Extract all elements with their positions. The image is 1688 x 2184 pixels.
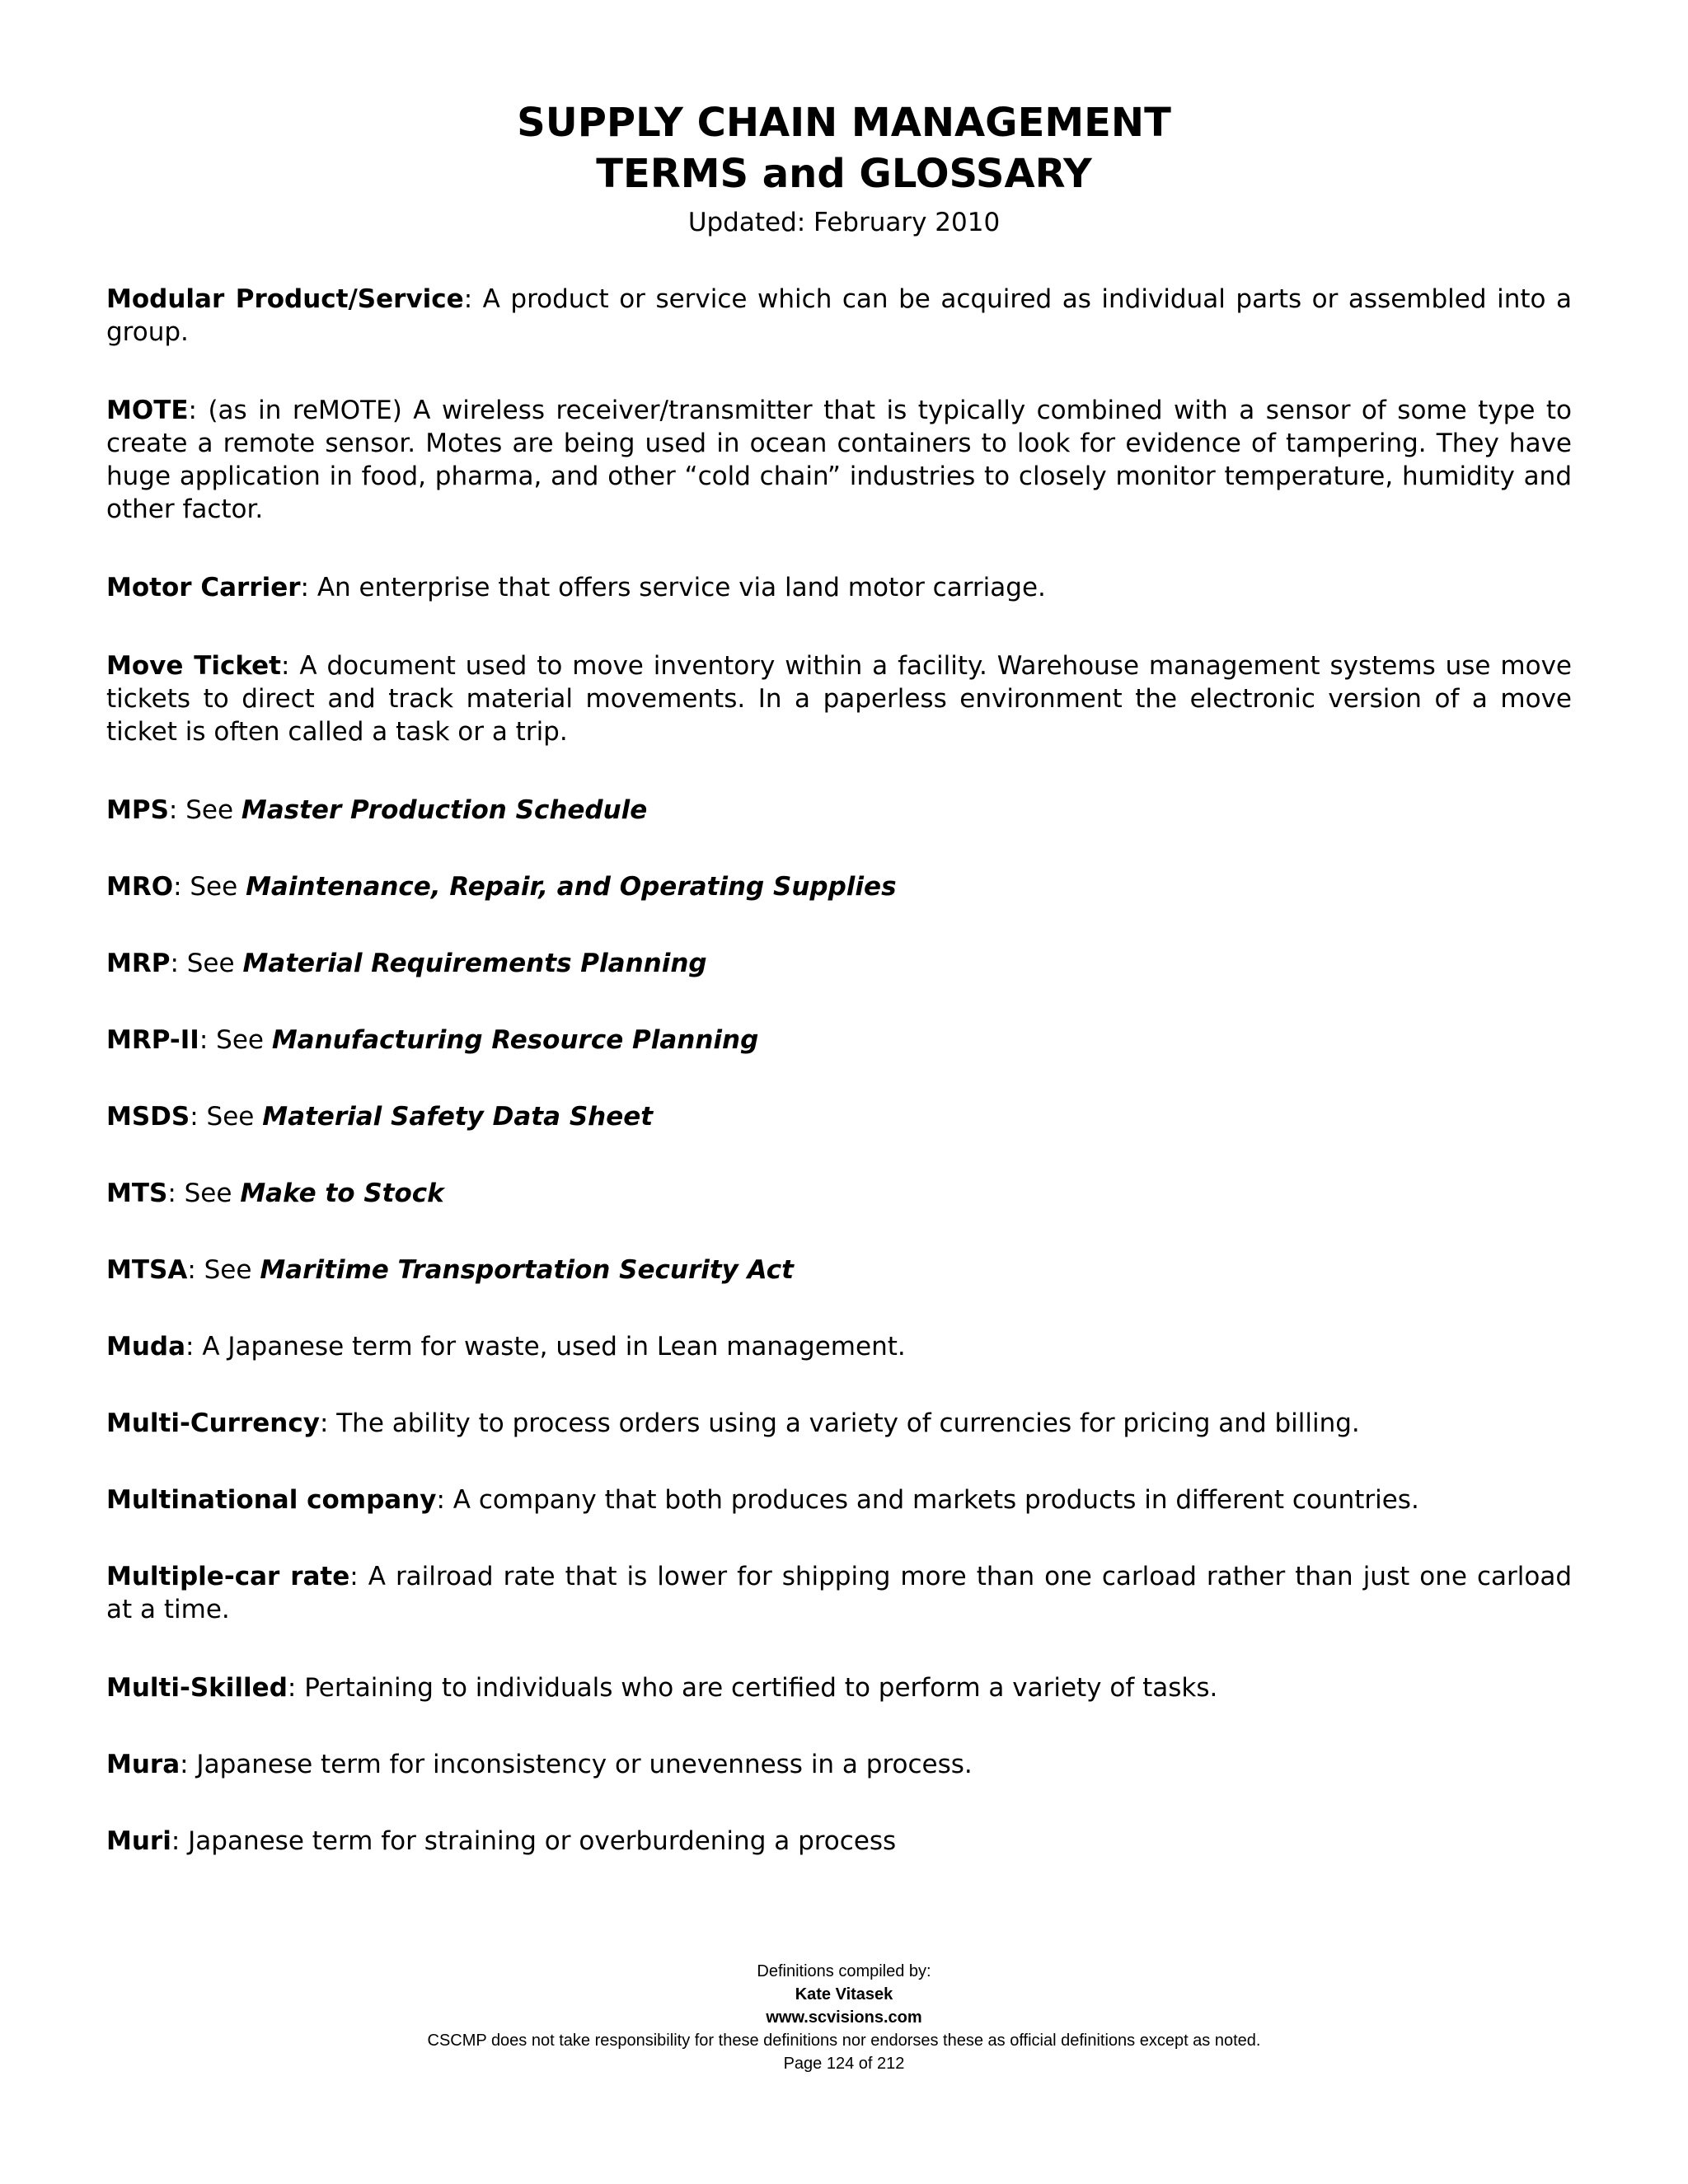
entry-cross-reference: Material Safety Data Sheet bbox=[262, 1102, 654, 1132]
entry-definition: : A company that both produces and markets products in different countries. bbox=[436, 1485, 1419, 1515]
entry-cross-reference: Material Requirements Planning bbox=[242, 949, 707, 978]
entry-term: Muri bbox=[106, 1826, 171, 1856]
entry-cross-reference: Maintenance, Repair, and Operating Supplies bbox=[246, 872, 897, 902]
entry-term: Motor Carrier bbox=[106, 573, 301, 602]
glossary-entry bbox=[106, 1671, 1572, 1704]
glossary-entry bbox=[106, 1483, 1572, 1516]
glossary-entry bbox=[106, 1825, 1572, 1858]
glossary-entries bbox=[106, 283, 1572, 1858]
entry-see: : See bbox=[173, 872, 246, 902]
entry-term: Move Ticket bbox=[106, 651, 282, 681]
entry-definition: : Pertaining to individuals who are certified to perform a variety of tasks. bbox=[287, 1673, 1218, 1703]
entry-cross-reference: Make to Stock bbox=[240, 1179, 444, 1208]
glossary-entry bbox=[106, 947, 1572, 980]
entry-see: : See bbox=[167, 1179, 241, 1208]
entry-definition: : A Japanese term for waste, used in Lean management. bbox=[185, 1332, 906, 1361]
entry-definition: : A railroad rate that is lower for shipping more than one carload rather than just one carload at a time. bbox=[106, 1562, 1572, 1624]
footer-compiled-by: Definitions compiled by: bbox=[757, 1962, 931, 1980]
footer-website: www.scvisions.com bbox=[766, 2008, 922, 2027]
glossary-entry bbox=[106, 1024, 1572, 1057]
title-line-1: SUPPLY CHAIN MANAGEMENT bbox=[517, 100, 1171, 146]
entry-term: Multinational company bbox=[106, 1485, 437, 1515]
entry-term: Multiple-car rate bbox=[106, 1562, 350, 1591]
entry-definition: : The ability to process orders using a variety of currencies for pricing and billing. bbox=[319, 1408, 1360, 1438]
entry-definition: : A document used to move inventory within a facility. Warehouse management systems use move tickets to direct and track material movements. In a paperless environment the electronic version of a move ticket is often called a task or a trip. bbox=[106, 651, 1572, 747]
entry-term: MRP-II bbox=[106, 1025, 199, 1055]
entry-definition: : (as in reMOTE) A wireless receiver/transmitter that is typically combined with a sensor of some type to create a remote sensor. Motes are being used in ocean containers to look for evidence of tampering. They have huge application in food, pharma, and other “cold chain” industries to closely monitor temperature, humidity and other factor. bbox=[106, 396, 1572, 524]
footer-disclaimer: CSCMP does not take responsibility for these definitions nor endorses these as official definitions except as noted. bbox=[427, 2032, 1261, 2050]
entry-see: : See bbox=[168, 795, 241, 825]
entry-term: Multi-Currency bbox=[106, 1408, 320, 1438]
entry-definition: : An enterprise that offers service via land motor carriage. bbox=[300, 573, 1046, 602]
entry-see: : See bbox=[199, 1025, 272, 1055]
entry-term: MOTE bbox=[106, 396, 189, 425]
glossary-entry bbox=[106, 794, 1572, 827]
glossary-entry bbox=[106, 283, 1572, 349]
glossary-entry bbox=[106, 394, 1572, 526]
entry-see: : See bbox=[190, 1102, 263, 1132]
entry-see: : See bbox=[170, 949, 243, 978]
entry-term: Multi-Skilled bbox=[106, 1673, 288, 1703]
glossary-entry bbox=[106, 1254, 1572, 1286]
entry-cross-reference: Manufacturing Resource Planning bbox=[271, 1025, 759, 1055]
entry-definition: : Japanese term for inconsistency or unevenness in a process. bbox=[180, 1750, 973, 1779]
glossary-entry bbox=[106, 1407, 1572, 1440]
entry-term: MRP bbox=[106, 949, 171, 978]
entry-definition: : A product or service which can be acquired as individual parts or assembled into a group. bbox=[106, 284, 1572, 347]
entry-term: MRO bbox=[106, 872, 174, 902]
document-header bbox=[0, 97, 1688, 241]
glossary-entry bbox=[106, 1100, 1572, 1133]
entry-cross-reference: Maritime Transportation Security Act bbox=[260, 1255, 794, 1285]
entry-term: MTSA bbox=[106, 1255, 188, 1285]
glossary-entry bbox=[106, 1177, 1572, 1210]
page-footer bbox=[0, 1960, 1688, 2075]
entry-definition: : Japanese term for straining or overburdening a process bbox=[171, 1826, 897, 1856]
glossary-entry bbox=[106, 1330, 1572, 1363]
entry-term: MTS bbox=[106, 1179, 168, 1208]
entry-term: Modular Product/Service bbox=[106, 284, 464, 314]
entry-cross-reference: Master Production Schedule bbox=[241, 795, 648, 825]
entry-term: Muda bbox=[106, 1332, 186, 1361]
updated-date: Updated: February 2010 bbox=[687, 208, 1001, 237]
entry-term: MPS bbox=[106, 795, 169, 825]
title-line-2: TERMS and GLOSSARY bbox=[596, 151, 1092, 197]
glossary-entry bbox=[106, 1560, 1572, 1626]
footer-author: Kate Vitasek bbox=[795, 1985, 893, 2004]
glossary-entry bbox=[106, 571, 1572, 604]
entry-see: : See bbox=[187, 1255, 260, 1285]
entry-term: Mura bbox=[106, 1750, 181, 1779]
footer-page-number: Page 124 of 212 bbox=[783, 2055, 905, 2073]
glossary-entry bbox=[106, 649, 1572, 748]
entry-term: MSDS bbox=[106, 1102, 190, 1132]
glossary-entry bbox=[106, 1748, 1572, 1781]
glossary-entry bbox=[106, 870, 1572, 903]
